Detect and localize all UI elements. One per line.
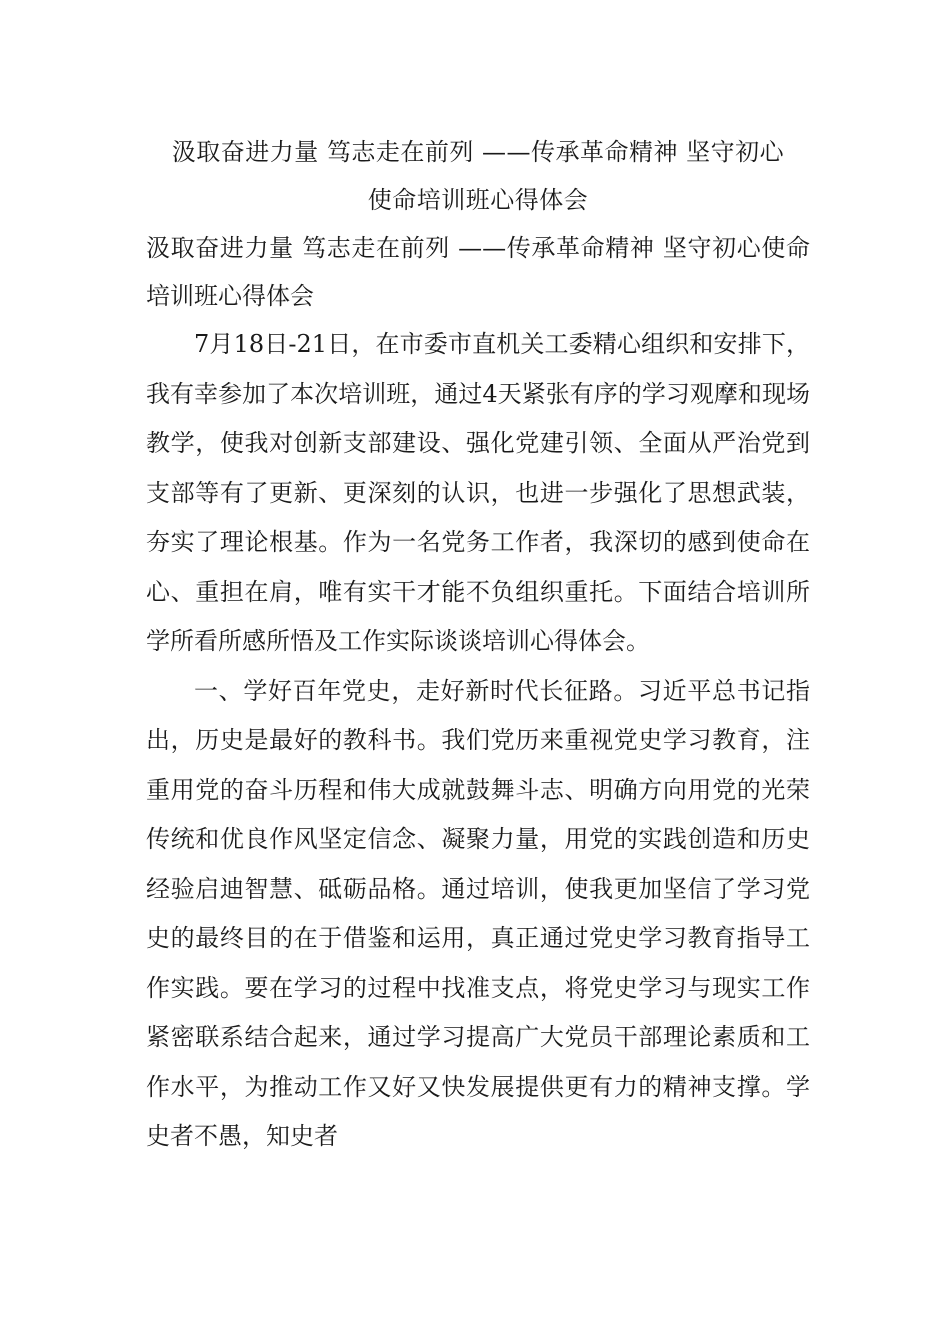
paragraph-intro: 7月18日-21日，在市委市直机关工委精心组织和安排下，我有幸参加了本次培训班，通过4天紧张有序的学习观摩和现场教学，使我对创新支部建设、强化党建引领、全面从严治党到支部等有了更新、更深刻的认识，也进一步强化了思想武装，夯实了理论根基。作为一名党务工作者，我深切的感到使命在心、重担在肩，唯有实干才能不负组织重托。下面结合培训所学所看所感所悟及工作实际谈谈培训心得体会。 <box>146 330 810 655</box>
document-title-line-1: 汲取奋进力量 笃志走在前列 ——传承革命精神 坚守初心 <box>171 138 785 166</box>
paragraph-section-one: 一、学好百年党史，走好新时代长征路。习近平总书记指出，历史是最好的教科书。我们党历来重视党史学习教育，注重用党的奋斗历程和伟大成就鼓舞斗志、明确方向用党的光荣传统和优良作风坚定信念、凝聚力量，用党的实践创造和历史经验启迪智慧、砥砺品格。通过培训，使我更加坚信了学习党史的最终目的在于借鉴和运用，真正通过党史学习教育指导工作实践。要在学习的过程中找准支点，将党史学习与现实工作紧密联系结合起来，通过学习提高广大党员干部理论素质和工作水平，为推动工作又好又快发展提供更有力的精神支撑。学史者不愚，知史者 <box>146 676 810 1150</box>
document-title-line-2: 使命培训班心得体会 <box>367 186 589 214</box>
document-page <box>146 128 810 1162</box>
document-repeat-heading: 汲取奋进力量 笃志走在前列 ——传承革命精神 坚守初心使命培训班心得体会 <box>146 234 810 310</box>
